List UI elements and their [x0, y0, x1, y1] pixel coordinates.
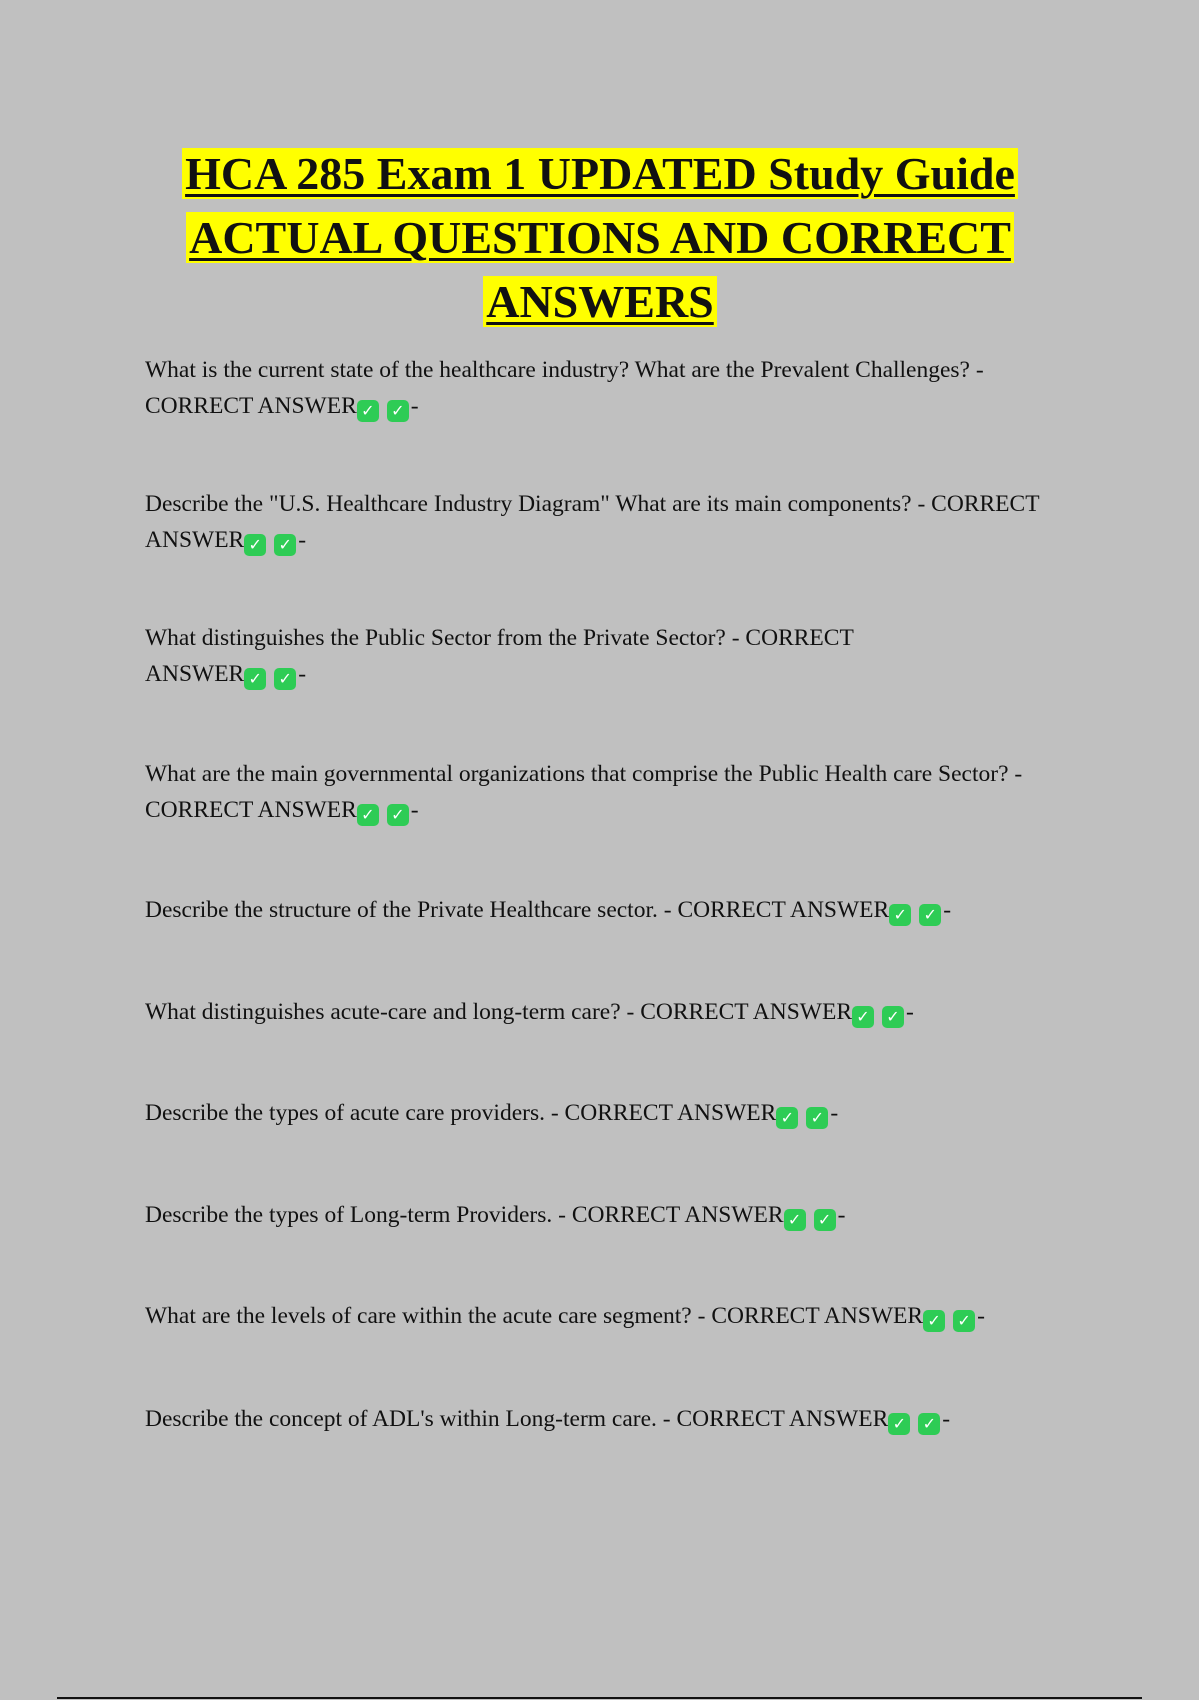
answer-trailing: - — [410, 797, 419, 823]
question-item-1 — [145, 352, 1065, 424]
answer-label: CORRECT ANSWER — [145, 797, 357, 823]
question-item-4 — [145, 756, 1065, 828]
answer-label: CORRECT ANSWER — [676, 1406, 889, 1432]
check-mark-icon: ✓ — [244, 668, 266, 690]
check-mark-icon: ✓ — [919, 904, 941, 926]
question-text: Describe the concept of ADL's within Long-term care. - — [145, 1406, 677, 1432]
question-item-6 — [145, 994, 1065, 1030]
check-mark-icon: ✓ — [387, 804, 409, 826]
document-title — [145, 142, 1055, 334]
check-mark-icon: ✓ — [274, 534, 296, 556]
answer-trailing: - — [298, 527, 307, 553]
question-item-3 — [145, 620, 905, 692]
answer-trailing: - — [830, 1100, 839, 1126]
question-item-7 — [145, 1095, 1065, 1131]
question-item-8 — [145, 1197, 1065, 1233]
answer-trailing: - — [410, 393, 419, 419]
answer-trailing: - — [942, 1406, 951, 1432]
check-mark-icon: ✓ — [784, 1209, 806, 1231]
check-mark-icon: ✓ — [918, 1413, 940, 1435]
question-item-5 — [145, 892, 1065, 928]
question-item-9 — [145, 1298, 1065, 1334]
answer-label: CORRECT ANSWER — [711, 1303, 924, 1329]
answer-trailing: - — [906, 999, 914, 1025]
check-mark-icon: ✓ — [889, 904, 911, 926]
question-text: Describe the types of Long-term Providers. - — [145, 1202, 572, 1228]
check-mark-icon: ✓ — [888, 1413, 910, 1435]
question-item-2 — [145, 486, 1065, 558]
question-text: What are the main governmental organizations that comprise the Public Health care Sector? - — [145, 761, 1023, 787]
question-text: What are the levels of care within the acute care segment? - — [145, 1303, 712, 1329]
question-text: What distinguishes acute-care and long-term care? - — [145, 999, 641, 1025]
answer-label: CORRECT ANSWER — [677, 897, 890, 923]
answer-trailing: - — [977, 1303, 985, 1329]
answer-label: CORRECT ANSWER — [145, 393, 357, 419]
question-text: Describe the types of acute care providers. - — [145, 1100, 565, 1126]
check-mark-icon: ✓ — [776, 1107, 798, 1129]
check-mark-icon: ✓ — [387, 400, 409, 422]
check-mark-icon: ✓ — [953, 1310, 975, 1332]
answer-label: CORRECT ANSWER — [571, 1202, 784, 1228]
check-mark-icon: ✓ — [357, 400, 379, 422]
question-text: Describe the "U.S. Healthcare Industry Diagram" What are its main components? - — [145, 491, 932, 517]
footer-divider — [57, 1697, 1142, 1699]
check-mark-icon: ✓ — [244, 534, 266, 556]
answer-label: CORRECT ANSWER — [145, 491, 1040, 553]
check-mark-icon: ✓ — [357, 804, 379, 826]
question-text: What is the current state of the healthcare industry? What are the Prevalent Challenges? - — [145, 357, 984, 383]
answer-label: CORRECT ANSWER — [145, 625, 854, 687]
answer-label: CORRECT ANSWER — [564, 1100, 777, 1126]
answer-label: CORRECT ANSWER — [640, 999, 852, 1025]
check-mark-icon: ✓ — [806, 1107, 828, 1129]
check-mark-icon: ✓ — [852, 1006, 874, 1028]
question-text: Describe the structure of the Private Healthcare sector. - — [145, 897, 678, 923]
question-text: What distinguishes the Public Sector from the Private Sector? - — [145, 625, 746, 651]
check-mark-icon: ✓ — [923, 1310, 945, 1332]
check-mark-icon: ✓ — [882, 1006, 904, 1028]
check-mark-icon: ✓ — [814, 1209, 836, 1231]
answer-trailing: - — [943, 897, 952, 923]
highlighted-title-text: HCA 285 Exam 1 UPDATED Study Guide ACTUAL QUESTIONS AND CORRECT ANSWERS — [182, 148, 1018, 327]
check-mark-icon: ✓ — [274, 668, 296, 690]
question-item-10 — [145, 1401, 1065, 1437]
answer-trailing: - — [298, 661, 307, 687]
answer-trailing: - — [837, 1202, 846, 1228]
